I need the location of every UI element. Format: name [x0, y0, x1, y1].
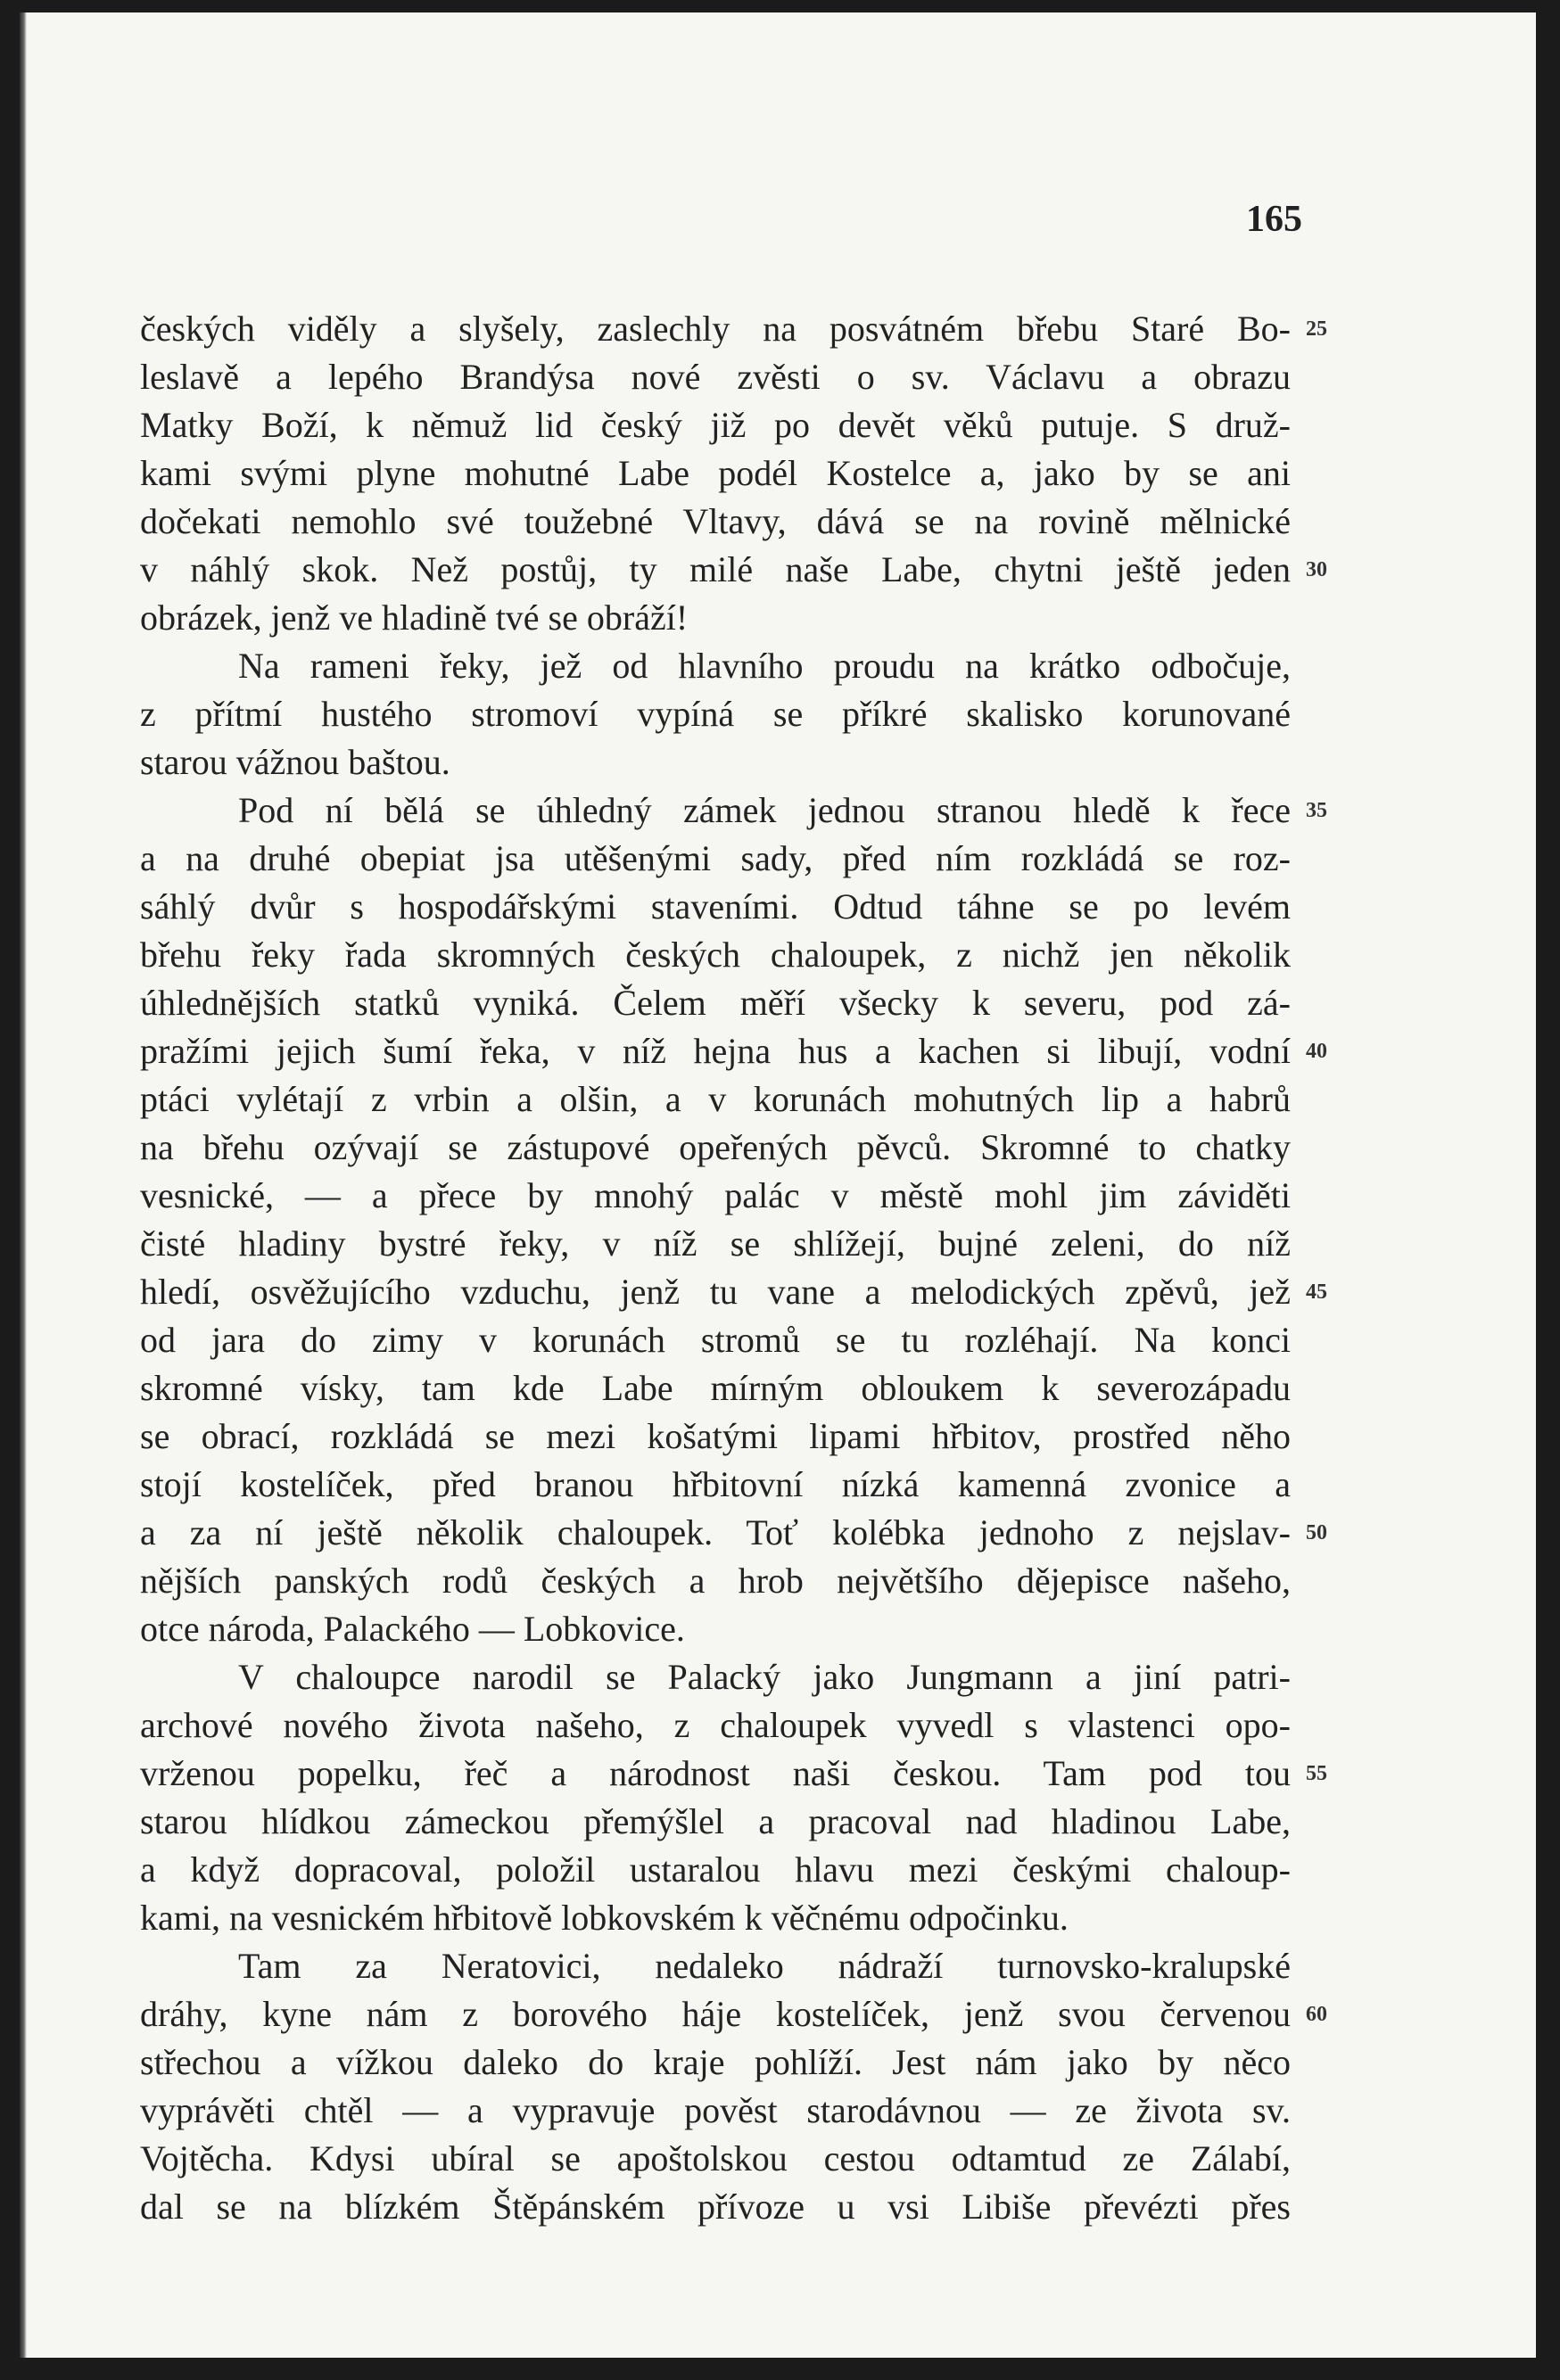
text-line: a když dopracoval, položil ustaralou hlavu mezi českými chaloup-: [140, 1849, 1291, 1890]
binding-shadow: [20, 12, 27, 2358]
text-line: a na druhé obepiat jsa utěšenými sady, před ním rozkládá se roz-: [140, 838, 1291, 878]
line-number: 45: [1306, 1281, 1327, 1304]
text-line: nějších panských rodů českých a hrob největšího dějepisce našeho,: [140, 1561, 1291, 1601]
line-number: 30: [1306, 558, 1327, 581]
body-text: [140, 305, 1291, 2231]
text-line: vyprávěti chtěl — a vypravuje pověst starodávnou — ze života sv.: [140, 2090, 1291, 2130]
text-line: dočekati nemohlo své toužebné Vltavy, dává se na rovině mělnické: [140, 501, 1291, 541]
text-line: břehu řeky řada skromných českých chaloupek, z nichž jen několik: [140, 935, 1291, 975]
text-line: obrázek, jenž ve hladině tvé se obráží!: [140, 597, 689, 638]
text-line: střechou a vížkou daleko do kraje pohlíží. Jest nám jako by něco: [140, 2042, 1291, 2082]
text-line: archové nového života našeho, z chaloupek vyvedl s vlastenci opo-: [140, 1705, 1291, 1745]
text-line: starou vážnou baštou.: [140, 742, 450, 782]
line-number: 25: [1306, 317, 1327, 341]
text-line: sáhlý dvůr s hospodářskými staveními. Odtud táhne se po levém: [140, 886, 1291, 926]
text-line: úhlednějších statků vyniká. Čelem měří všecky k severu, pod zá-: [140, 983, 1291, 1023]
text-line: na břehu ozývají se zástupové opeřených pěvců. Skromné to chatky: [140, 1127, 1291, 1167]
text-line: kami, na vesnickém hřbitově lobkovském k věčnému odpočinku.: [140, 1898, 1069, 1938]
text-line: od jara do zimy v korunách stromů se tu rozléhají. Na konci: [140, 1320, 1291, 1360]
text-line: V chaloupce narodil se Palacký jako Jungmann a jiní patri-: [238, 1657, 1291, 1697]
text-line: dráhy, kyne nám z borového háje kostelíček, jenž svou červenou: [140, 1994, 1291, 2034]
text-line: z přítmí hustého stromoví vypíná se příkré skalisko korunované: [140, 694, 1291, 734]
text-line: dal se na blízkém Štěpánském přívoze u vsi Libiše převézti přes: [140, 2186, 1291, 2227]
text-line: pražími jejich šumí řeka, v níž hejna hus a kachen si libují, vodní: [140, 1031, 1291, 1071]
line-number: 35: [1306, 799, 1327, 822]
text-line: Pod ní bělá se úhledný zámek jednou stranou hledě k řece: [238, 790, 1291, 830]
book-page: [20, 12, 1536, 2358]
text-line: vesnické, — a přece by mnohý palác v městě mohl jim záviděti: [140, 1175, 1291, 1215]
text-line: a za ní ještě několik chaloupek. Toť kolébka jednoho z nejslav-: [140, 1512, 1291, 1552]
text-line: Matky Boží, k němuž lid český již po devět věků putuje. S druž-: [140, 405, 1291, 445]
text-line: leslavě a lepého Brandýsa nové zvěsti o sv. Václavu a obrazu: [140, 357, 1291, 397]
line-number: 40: [1306, 1040, 1327, 1063]
line-number: 50: [1306, 1521, 1327, 1544]
text-line: Na rameni řeky, jež od hlavního proudu na krátko odbočuje,: [238, 646, 1291, 686]
text-line: skromné vísky, tam kde Labe mírným obloukem k severozápadu: [140, 1368, 1291, 1408]
text-line: kami svými plyne mohutné Labe podél Kostelce a, jako by se ani: [140, 453, 1291, 493]
text-line: českých viděly a slyšely, zaslechly na posvátném břebu Staré Bo-: [140, 309, 1291, 349]
text-line: vrženou popelku, řeč a národnost naši českou. Tam pod tou: [140, 1753, 1291, 1793]
text-line: se obrací, rozkládá se mezi košatými lipami hřbitov, prostřed něho: [140, 1416, 1291, 1456]
line-number: 60: [1306, 2003, 1327, 2026]
text-line: ptáci vylétají z vrbin a olšin, a v korunách mohutných lip a habrů: [140, 1079, 1291, 1119]
line-number: 55: [1306, 1762, 1327, 1785]
page-number: 165: [1246, 199, 1302, 240]
text-line: stojí kostelíček, před branou hřbitovní nízká kamenná zvonice a: [140, 1464, 1291, 1504]
text-line: starou hlídkou zámeckou přemýšlel a pracoval nad hladinou Labe,: [140, 1801, 1291, 1841]
text-line: čisté hladiny bystré řeky, v níž se shlížejí, bujné zeleni, do níž: [140, 1223, 1291, 1264]
text-line: v náhlý skok. Než postůj, ty milé naše Labe, chytni ještě jeden: [140, 549, 1291, 589]
text-line: hledí, osvěžujícího vzduchu, jenž tu vane a melodických zpěvů, jež: [140, 1272, 1291, 1312]
text-line: otce národa, Palackého — Lobkovice.: [140, 1609, 685, 1649]
text-line: Vojtěcha. Kdysi ubíral se apoštolskou cestou odtamtud ze Zálabí,: [140, 2138, 1291, 2178]
text-line: Tam za Neratovici, nedaleko nádraží turnovsko-kralupské: [238, 1946, 1291, 1986]
